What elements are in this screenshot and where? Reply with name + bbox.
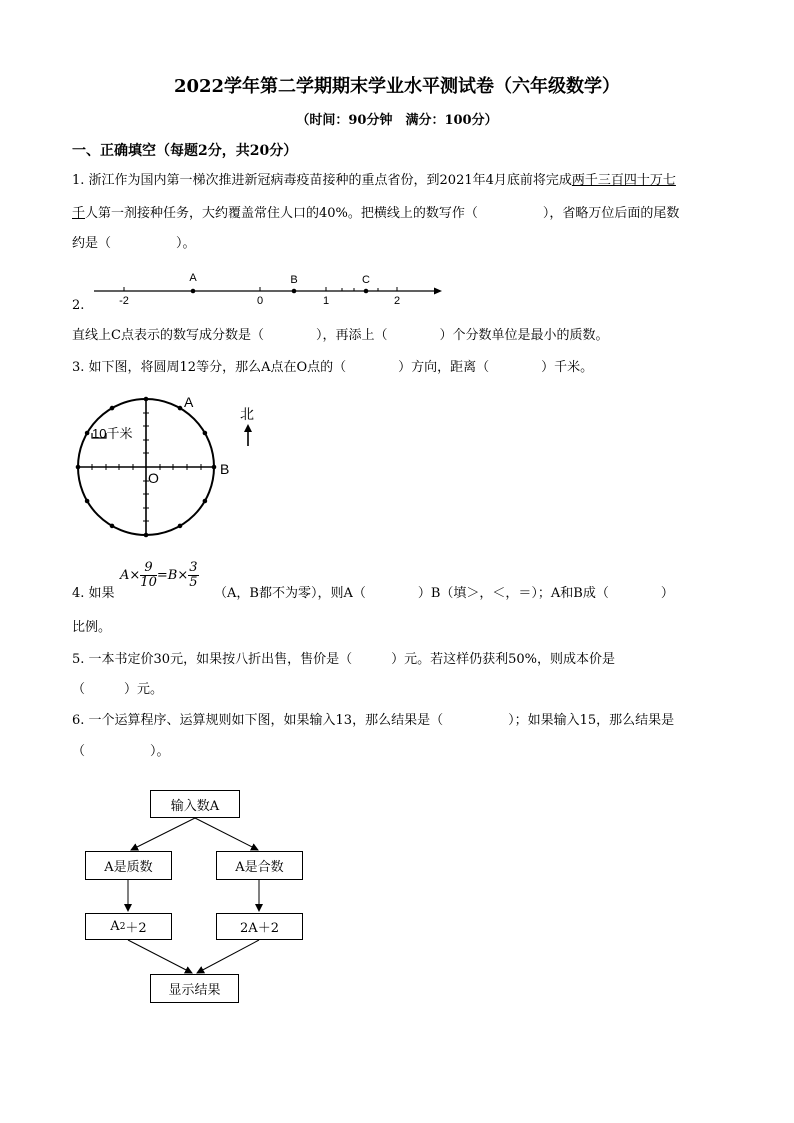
question-4-number: 4. 如果 <box>72 586 115 601</box>
op-plus-two: ＋2 <box>125 921 147 936</box>
eq-equals: = <box>156 568 168 583</box>
fraction-9-10 <box>140 561 157 590</box>
flow-composite-operation-box: 2A＋2 <box>216 913 303 940</box>
q1-text: 1. 浙江作为国内第一梯次推进新冠病毒疫苗接种的重点省份，到2021年4月底前将完成 <box>72 173 572 188</box>
op-exponent: 2 <box>119 921 126 932</box>
eq-times-1: × <box>129 568 141 583</box>
question-3-text: 3. 如下图，将圆周12等分，那么A点在O点的（ ）方向，距离（ ）千米。 <box>72 360 594 375</box>
question-2-number: 2. <box>72 298 85 313</box>
arrow-prime-result <box>128 940 192 973</box>
eq-var-a: A <box>120 568 130 583</box>
flow-prime-box: A是质数 <box>85 851 172 880</box>
q4-equation <box>120 561 199 590</box>
question-4-line-2: 比例。 <box>72 620 112 635</box>
number-line-arrow <box>434 288 442 295</box>
question-6-line-2: （ ）。 <box>72 744 170 759</box>
q1-underlined-number: 两千三百四十万七 <box>571 173 676 188</box>
tick-label-minus-2: -2 <box>119 295 129 307</box>
question-1-line-2 <box>72 206 679 222</box>
flow-input-box: 输入数A <box>150 790 240 818</box>
question-5-line-1: 5. 一本书定价30元，如果按八折出售，售价是（ ）元。若这样仍获利50%，则成本价是 <box>72 652 615 667</box>
tick-label-0: 0 <box>256 295 264 307</box>
eq-var-b: B <box>167 568 178 583</box>
exam-info: （时间：90分钟 满分：100分） <box>296 113 498 128</box>
tick-label-1: 1 <box>322 295 330 307</box>
q1-text-2: 人第一剂接种任务，大约覆盖常住人口的40%。把横线上的数写作（ ），省略万位后面的尾数 <box>85 206 680 221</box>
north-arrowhead-icon <box>244 424 252 432</box>
circle-diagram <box>70 392 260 542</box>
question-2-text: 直线上C点表示的数写成分数是（ ），再添上（ ）个分数单位是最小的质数。 <box>72 328 609 343</box>
point-a-label: A <box>189 272 197 284</box>
question-1-line-1 <box>72 173 676 189</box>
fraction-numerator: 3 <box>189 560 198 575</box>
flowchart-arrows <box>0 780 794 1020</box>
point-b-label: B <box>220 461 230 477</box>
point-c-dot <box>364 289 369 294</box>
number-line <box>90 266 450 312</box>
point-a-label: A <box>184 394 194 410</box>
fraction-numerator: 9 <box>140 561 157 576</box>
op-var: A <box>110 919 120 934</box>
number-line-ticks <box>124 287 397 291</box>
point-a-dot <box>191 289 196 294</box>
arrow-to-composite <box>195 818 258 850</box>
question-4-text: （A，B都不为零），则A（ ）B（填＞，＜，＝）；A和B成（ ） <box>214 586 674 601</box>
point-b-label: B <box>290 274 298 286</box>
fraction-3-5 <box>188 561 198 590</box>
fraction-denominator: 5 <box>189 575 198 590</box>
point-b-dot <box>292 289 297 294</box>
arrow-composite-result <box>197 940 259 973</box>
fraction-denominator: 10 <box>140 575 157 590</box>
center-o-label: O <box>148 470 159 486</box>
point-c-label: C <box>362 274 370 286</box>
q1-underlined-number-end: 千 <box>72 206 86 221</box>
tick-label-2: 2 <box>393 295 401 307</box>
eq-times-2: × <box>177 568 189 583</box>
north-label: 北 <box>240 406 254 422</box>
question-6-line-1: 6. 一个运算程序、运算规则如下图，如果输入13，那么结果是（ ）；如果输入15，那么结果是 <box>72 713 675 728</box>
question-1-line-3: 约是（ ）。 <box>72 236 196 251</box>
page-title: 2022学年第二学期期末学业水平测试卷（六年级数学） <box>173 76 621 97</box>
flow-prime-operation-box <box>85 913 172 940</box>
flow-composite-box: A是合数 <box>216 851 303 880</box>
arrow-to-prime <box>131 818 195 850</box>
question-5-line-2: （ ）元。 <box>72 682 164 697</box>
flow-output-box: 显示结果 <box>150 974 239 1003</box>
section-heading: 一、正确填空（每题2分，共20分） <box>72 143 298 159</box>
scale-label: 10千米 <box>92 426 133 441</box>
